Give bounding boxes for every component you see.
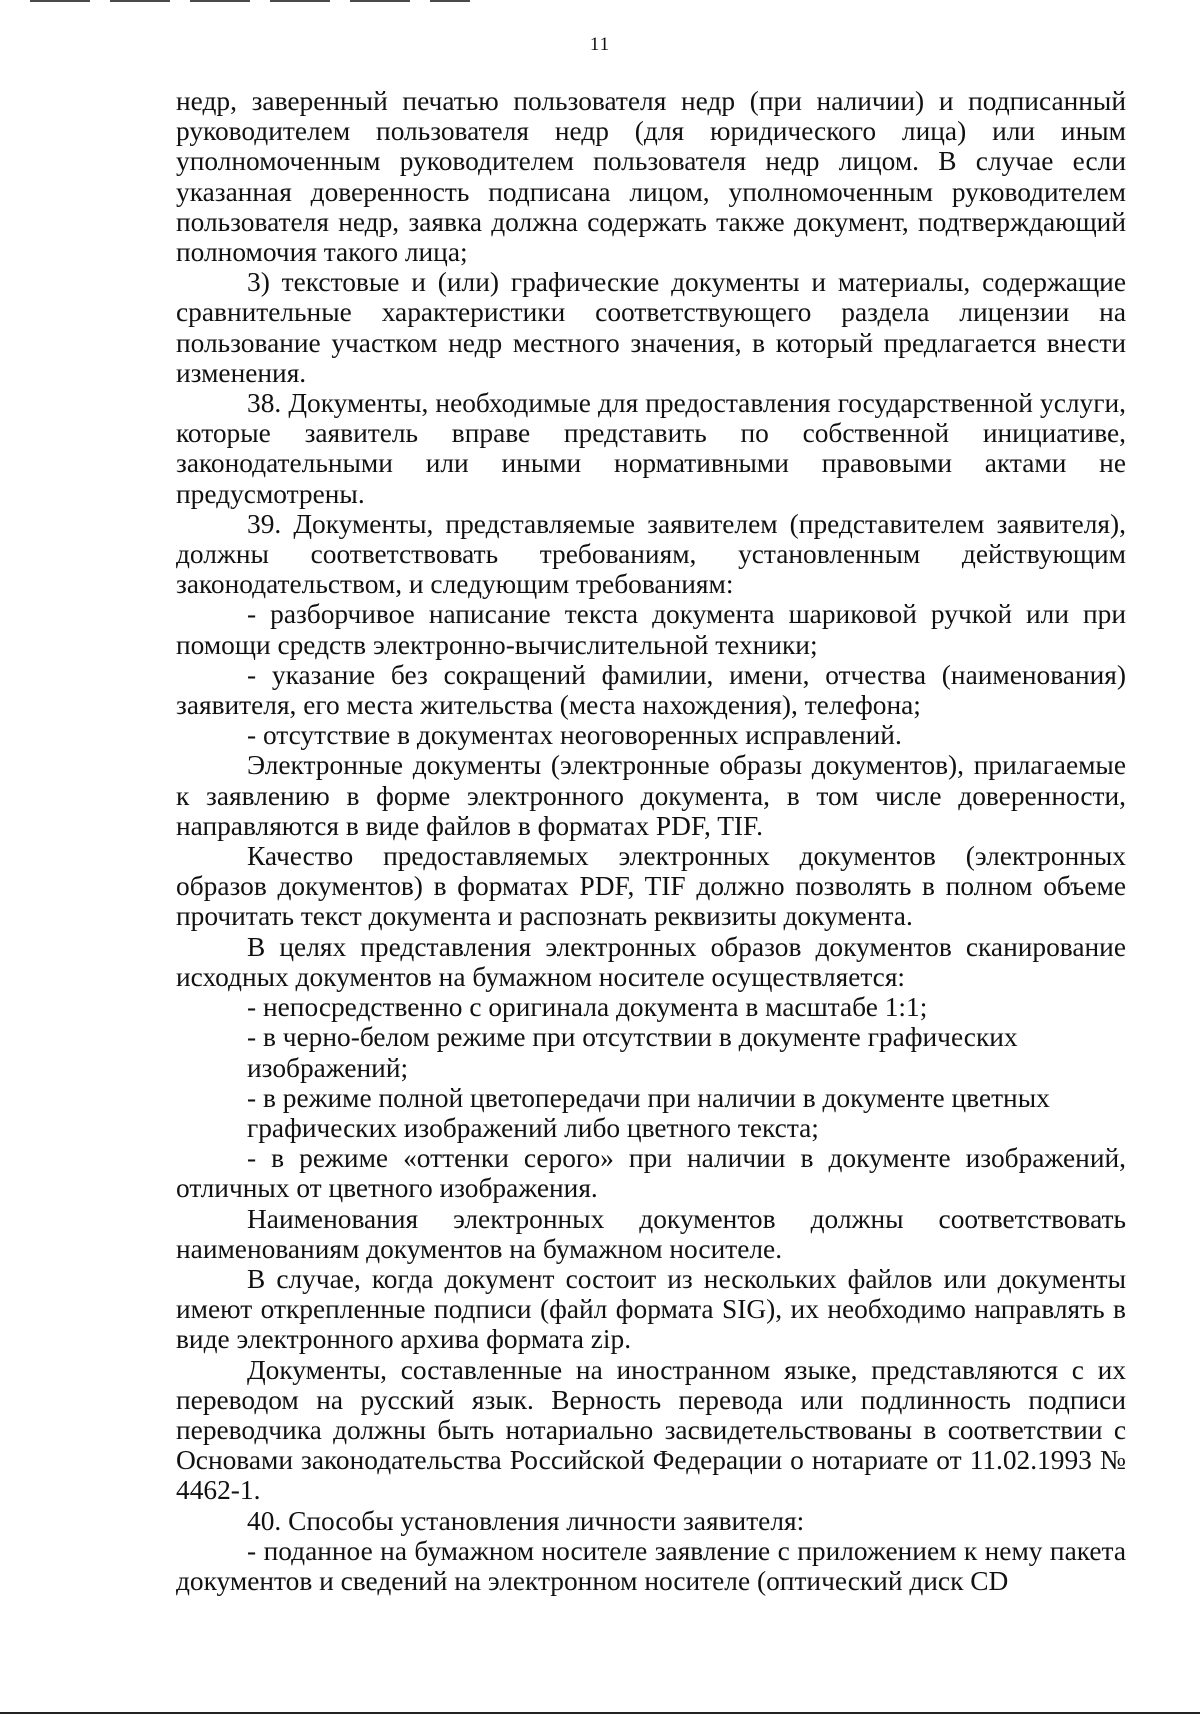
document-body [176,86,1126,1596]
requirement-no-corrections: - отсутствие в документах неоговоренных исправлений. [247,720,902,751]
paragraph-item-3: 3) текстовые и (или) графические документы и материалы, содержащие сравнительные характеристики соответствующего раздела лицензии на пользование участком недр местного значения, в который предлагается внести изменения. [176,267,1126,388]
paragraph-multiple-files: В случае, когда документ состоит из нескольких файлов или документы имеют открепленные подписи (файл формата SIG), их необходимо направлять в виде электронного архива формата zip. [176,1263,1126,1355]
paragraph-39: 39. Документы, представляемые заявителем (представителем заявителя), должны соответствовать требованиям, установленным действующим законодательством, и следующим требованиям: [176,508,1126,600]
paragraph-38: 38. Документы, необходимые для предоставления государственной услуги, которые заявитель вправе представить по собственной инициативе, законодательными или иными нормативными правовыми актами не предусмотрены. [176,388,1126,509]
requirement-legible: - разборчивое написание текста документа шариковой ручкой или при помощи средств электронно-вычислительной техники; [176,599,1126,660]
paragraph-electronic-documents: Электронные документы (электронные образы документов), прилагаемые к заявлению в форме электронного документа, в том числе доверенности, направляются в виде файлов в форматах PDF, TIF. [176,750,1126,841]
paragraph-40: 40. Способы установления личности заявителя: [247,1505,805,1536]
scan-rule-grayscale: - в режиме «оттенки серого» при наличии в документе изображений, отличных от цветного изображения. [176,1143,1126,1204]
paragraph-quality: Качество предоставляемых электронных документов (электронных образов документов) в форматах PDF, TIF должно позволять в полном объеме прочитать текст документа и распознать реквизиты документа. [176,841,1126,932]
scan-rule-black-white: - в черно-белом режиме при отсутствии в документе графических изображений; [247,1022,1018,1083]
paragraph-paper-submission: - поданное на бумажном носителе заявление с приложением к нему пакета документов и сведений на электронном носителе (оптический диск CD [176,1535,1126,1596]
paragraph-document-names: Наименования электронных документов должны соответствовать наименованиям документов на бумажном носителе. [176,1203,1126,1264]
paragraph-foreign-language: Документы, составленные на иностранном языке, представляются с их переводом на русский язык. Верность перевода или подлинность подписи переводчика должны быть нотариально засвидетельствованы в соответствии с Основами законодательства Российской Федерации о нотариате от 11.02.1993 № 4462-1. [176,1354,1126,1506]
scan-edge-top [30,0,470,2]
paragraph-scanning: В целях представления электронных образов документов сканирование исходных документов на бумажном носителе осуществляется: [176,931,1126,992]
page-number: 11 [589,34,611,55]
requirement-full-name: - указание без сокращений фамилии, имени, отчества (наименования) заявителя, его места жительства (места нахождения), телефона; [176,659,1126,721]
scan-rule-full-color: - в режиме полной цветопередачи при наличии в документе цветных графических изображений либо цветного текста; [247,1082,1050,1143]
paragraph-continuation: недр, заверенный печатью пользователя недр (при наличии) и подписанный руководителем пользователя недр (для юридического лица) или иным уполномоченным руководителем пользователя недр лицом. В случае если указанная доверенность подписана лицом, уполномоченным руководителем пользователя недр, заявка должна содержать также документ, подтверждающий полномочия такого лица; [176,86,1126,268]
scan-rule-original: - непосредственно с оригинала документа в масштабе 1:1; [247,992,928,1023]
